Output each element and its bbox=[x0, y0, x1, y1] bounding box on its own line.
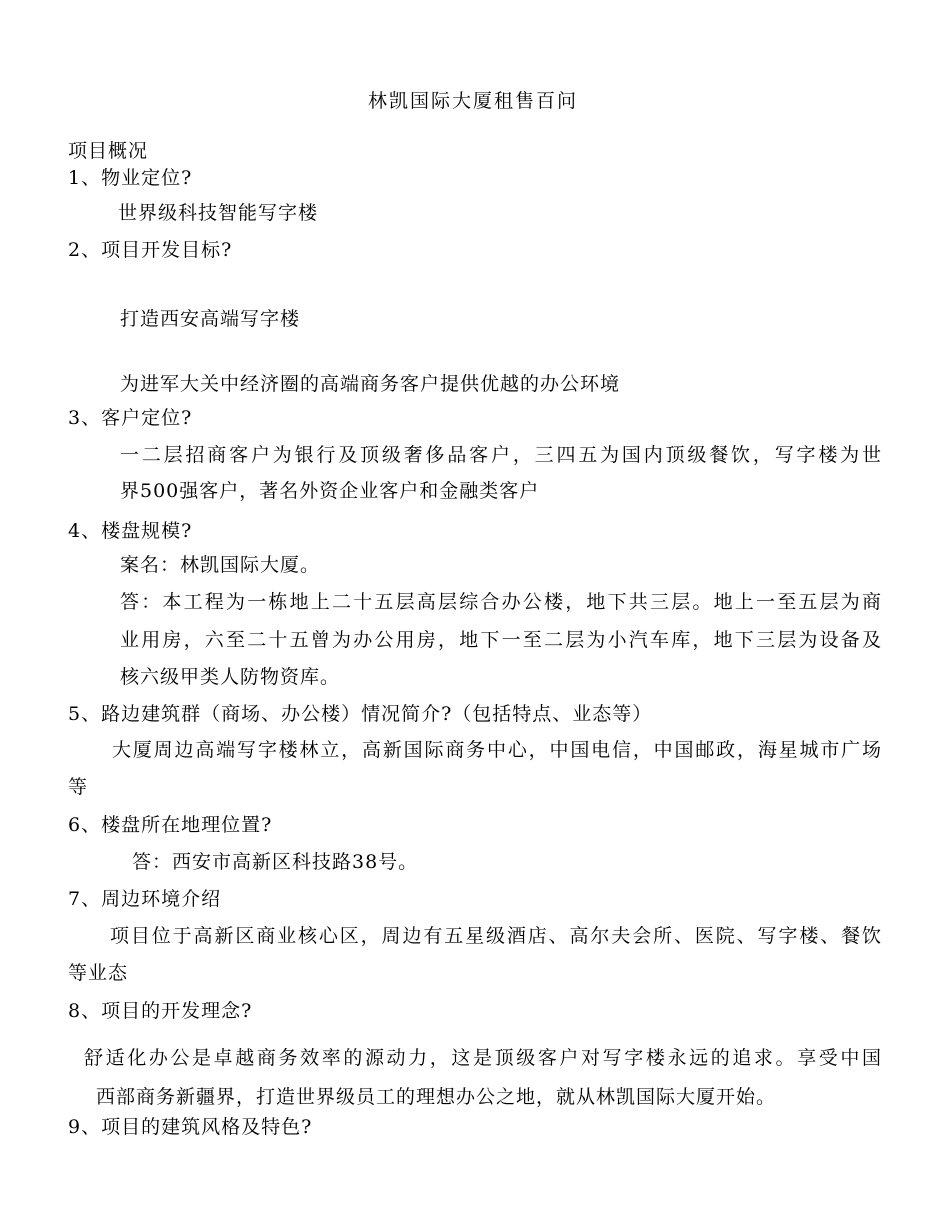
question-2: 2、项目开发目标? bbox=[68, 239, 233, 261]
answer-4-line-2: 答：本工程为一栋地上二十五层高层综合办公楼，地下共三层。地上一至五层为商 bbox=[120, 591, 882, 613]
question-9: 9、项目的建筑风格及特色? bbox=[68, 1116, 313, 1138]
answer-3-line-2: 界500强客户，著名外资企业客户和金融类客户 bbox=[120, 480, 540, 502]
answer-8-line-2: 西部商务新疆界，打造世界级员工的理想办公之地，就从林凯国际大厦开始。 bbox=[96, 1086, 777, 1108]
answer-5-line-1: 大厦周边高端写字楼林立，高新国际商务中心，中国电信，中国邮政，海星城市广场 bbox=[112, 739, 882, 761]
answer-5-line-2: 等 bbox=[68, 776, 89, 798]
answer-3-line-1: 一二层招商客户为银行及顶级奢侈品客户，三四五为国内顶级餐饮，写字楼为世 bbox=[120, 444, 882, 466]
question-1: 1、物业定位? bbox=[68, 167, 193, 189]
answer-2-line-2: 为进军大关中经济圈的高端商务客户提供优越的办公环境 bbox=[120, 373, 621, 395]
question-7: 7、周边环境介绍 bbox=[68, 888, 222, 910]
answer-2-line-1: 打造西安高端写字楼 bbox=[120, 308, 301, 330]
answer-1-line-1: 世界级科技智能写字楼 bbox=[118, 202, 319, 224]
answer-8-line-1: 舒适化办公是卓越商务效率的源动力，这是顶级客户对写字楼永远的追求。享受中国 bbox=[84, 1047, 882, 1069]
answer-7-line-1: 项目位于高新区商业核心区，周边有五星级酒店、高尔夫会所、医院、写字楼、餐饮 bbox=[110, 925, 882, 947]
question-8: 8、项目的开发理念? bbox=[68, 1000, 253, 1022]
question-4: 4、楼盘规模? bbox=[68, 520, 193, 542]
question-3: 3、客户定位? bbox=[68, 407, 193, 429]
answer-4-line-1: 案名：林凯国际大厦。 bbox=[120, 554, 321, 576]
question-6: 6、楼盘所在地理位置? bbox=[68, 814, 273, 836]
answer-4-line-3: 业用房，六至二十五曾为办公用房，地下一至二层为小汽车库，地下三层为设备及 bbox=[120, 629, 882, 651]
section-heading: 项目概况 bbox=[68, 140, 149, 162]
question-5: 5、路边建筑群（商场、办公楼）情况简介?（包括特点、业态等） bbox=[68, 703, 653, 725]
document-title: 林凯国际大厦租售百问 bbox=[368, 90, 579, 112]
answer-6-line-1: 答：西安市高新区科技路38号。 bbox=[132, 851, 419, 873]
answer-4-line-4: 核六级甲类人防物资库。 bbox=[120, 666, 341, 688]
answer-7-line-2: 等业态 bbox=[68, 962, 129, 984]
